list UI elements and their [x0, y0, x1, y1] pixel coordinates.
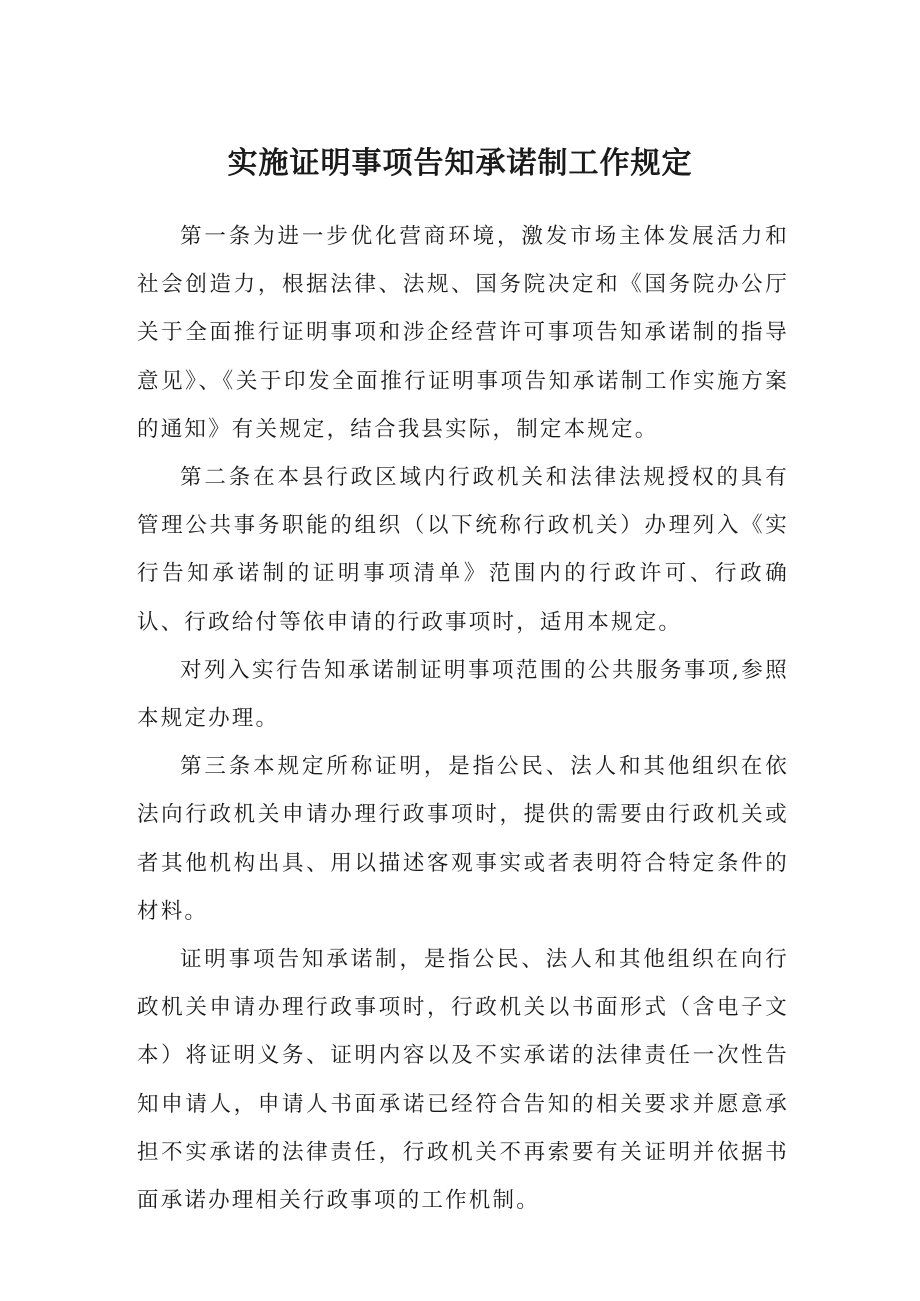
paragraph-article-3: 第三条本规定所称证明，是指公民、法人和其他组织在依法向行政机关申请办理行政事项时，提供的需要由行政机关或者其他机构出具、用以描述客观事实或者表明符合特定条件的材料。 — [137, 754, 789, 924]
paragraph-article-1: 第一条为进一步优化营商环境，激发市场主体发展活力和社会创造力，根据法律、法规、国务院决定和《国务院办公厅关于全面推行证明事项和涉企经营许可事项告知承诺制的指导意见》、《关于印发全面推行证明事项告知承诺制工作实施方案的通知》有关规定，结合我县实际，制定本规定。 — [137, 224, 789, 442]
paragraph-article-2: 第二条在本县行政区域内行政机关和法律法规授权的具有管理公共事务职能的组织（以下统称行政机关）办理列入《实行告知承诺制的证明事项清单》范围内的行政许可、行政确认、行政给付等依申请的行政事项时，适用本规定。 — [137, 465, 789, 635]
paragraph-commitment-definition: 证明事项告知承诺制，是指公民、法人和其他组织在向行政机关申请办理行政事项时，行政机关以书面形式（含电子文本）将证明义务、证明内容以及不实承诺的法律责任一次性告知申请人，申请人书面承诺已经符合告知的相关要求并愿意承担不实承诺的法律责任，行政机关不再索要有关证明并依据书面承诺办理相关行政事项的工作机制。 — [137, 947, 789, 1214]
document-title: 实施证明事项告知承诺制工作规定 — [227, 146, 693, 181]
document-body — [137, 213, 789, 1225]
paragraph-public-service: 对列入实行告知承诺制证明事项范围的公共服务事项,参照本规定办理。 — [137, 657, 789, 732]
